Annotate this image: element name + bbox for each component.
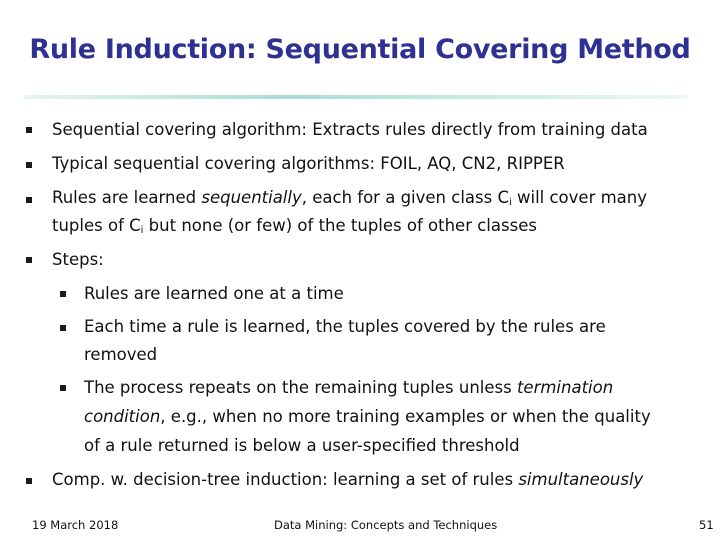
bullet-square-icon <box>26 127 32 133</box>
sub-bullet-item-continuation <box>84 431 520 460</box>
sub-bullet-item <box>84 373 613 402</box>
bullet-text: will cover many <box>511 188 648 207</box>
bullet-item <box>52 245 104 274</box>
bullet-text: Each time a rule is learned, the tuples covered by the rules are <box>84 317 606 336</box>
sub-bullet-item <box>84 312 606 341</box>
bullet-item <box>52 465 643 494</box>
emphasis-text: termination <box>516 378 614 397</box>
bullet-text: Sequential covering algorithm: Extracts rules directly from training data <box>52 120 648 139</box>
sub-bullet-square-icon <box>60 291 66 297</box>
bullet-square-icon <box>26 478 32 484</box>
emphasis-text: sequentially <box>201 188 302 207</box>
bullet-square-icon <box>26 257 32 263</box>
bullet-text: Rules are learned <box>52 188 202 207</box>
sub-bullet-item-continuation <box>84 340 157 369</box>
emphasis-text: condition <box>84 407 161 426</box>
subscript: i <box>508 197 512 208</box>
footer-date: 19 March 2018 <box>32 518 119 532</box>
bullet-text: Steps: <box>52 250 104 269</box>
footer-page-number: 51 <box>699 518 714 532</box>
bullet-square-icon <box>26 197 32 203</box>
footer-title: Data Mining: Concepts and Techniques <box>274 518 498 532</box>
bullet-text: , each for a given class C <box>301 188 509 207</box>
bullet-text: Comp. w. decision-tree induction: learning a set of rules <box>52 470 519 489</box>
bullet-text: removed <box>84 345 158 364</box>
bullet-text: Typical sequential covering algorithms: FOIL, AQ, CN2, RIPPER <box>52 154 565 173</box>
emphasis-text: simultaneously <box>518 470 644 489</box>
bullet-text: but none (or few) of the tuples of other classes <box>143 216 537 235</box>
bullet-item-continuation <box>52 211 537 245</box>
title-underline <box>24 95 688 99</box>
bullet-text: , e.g., when no more training examples or when the quality <box>160 407 651 426</box>
slide-title: Rule Induction: Sequential Covering Method <box>29 34 691 65</box>
bullet-text: The process repeats on the remaining tuples unless <box>84 378 517 397</box>
bullet-text: tuples of C <box>52 216 141 235</box>
sub-bullet-square-icon <box>60 325 66 331</box>
sub-bullet-item <box>84 279 344 308</box>
sub-bullet-item-continuation <box>84 402 651 431</box>
bullet-text: of a rule returned is below a user-specified threshold <box>84 436 520 455</box>
bullet-item <box>52 115 648 144</box>
bullet-square-icon <box>26 162 32 168</box>
sub-bullet-square-icon <box>60 385 66 391</box>
bullet-text: Rules are learned one at a time <box>84 284 344 303</box>
subscript: i <box>140 225 144 236</box>
bullet-item <box>52 149 565 178</box>
